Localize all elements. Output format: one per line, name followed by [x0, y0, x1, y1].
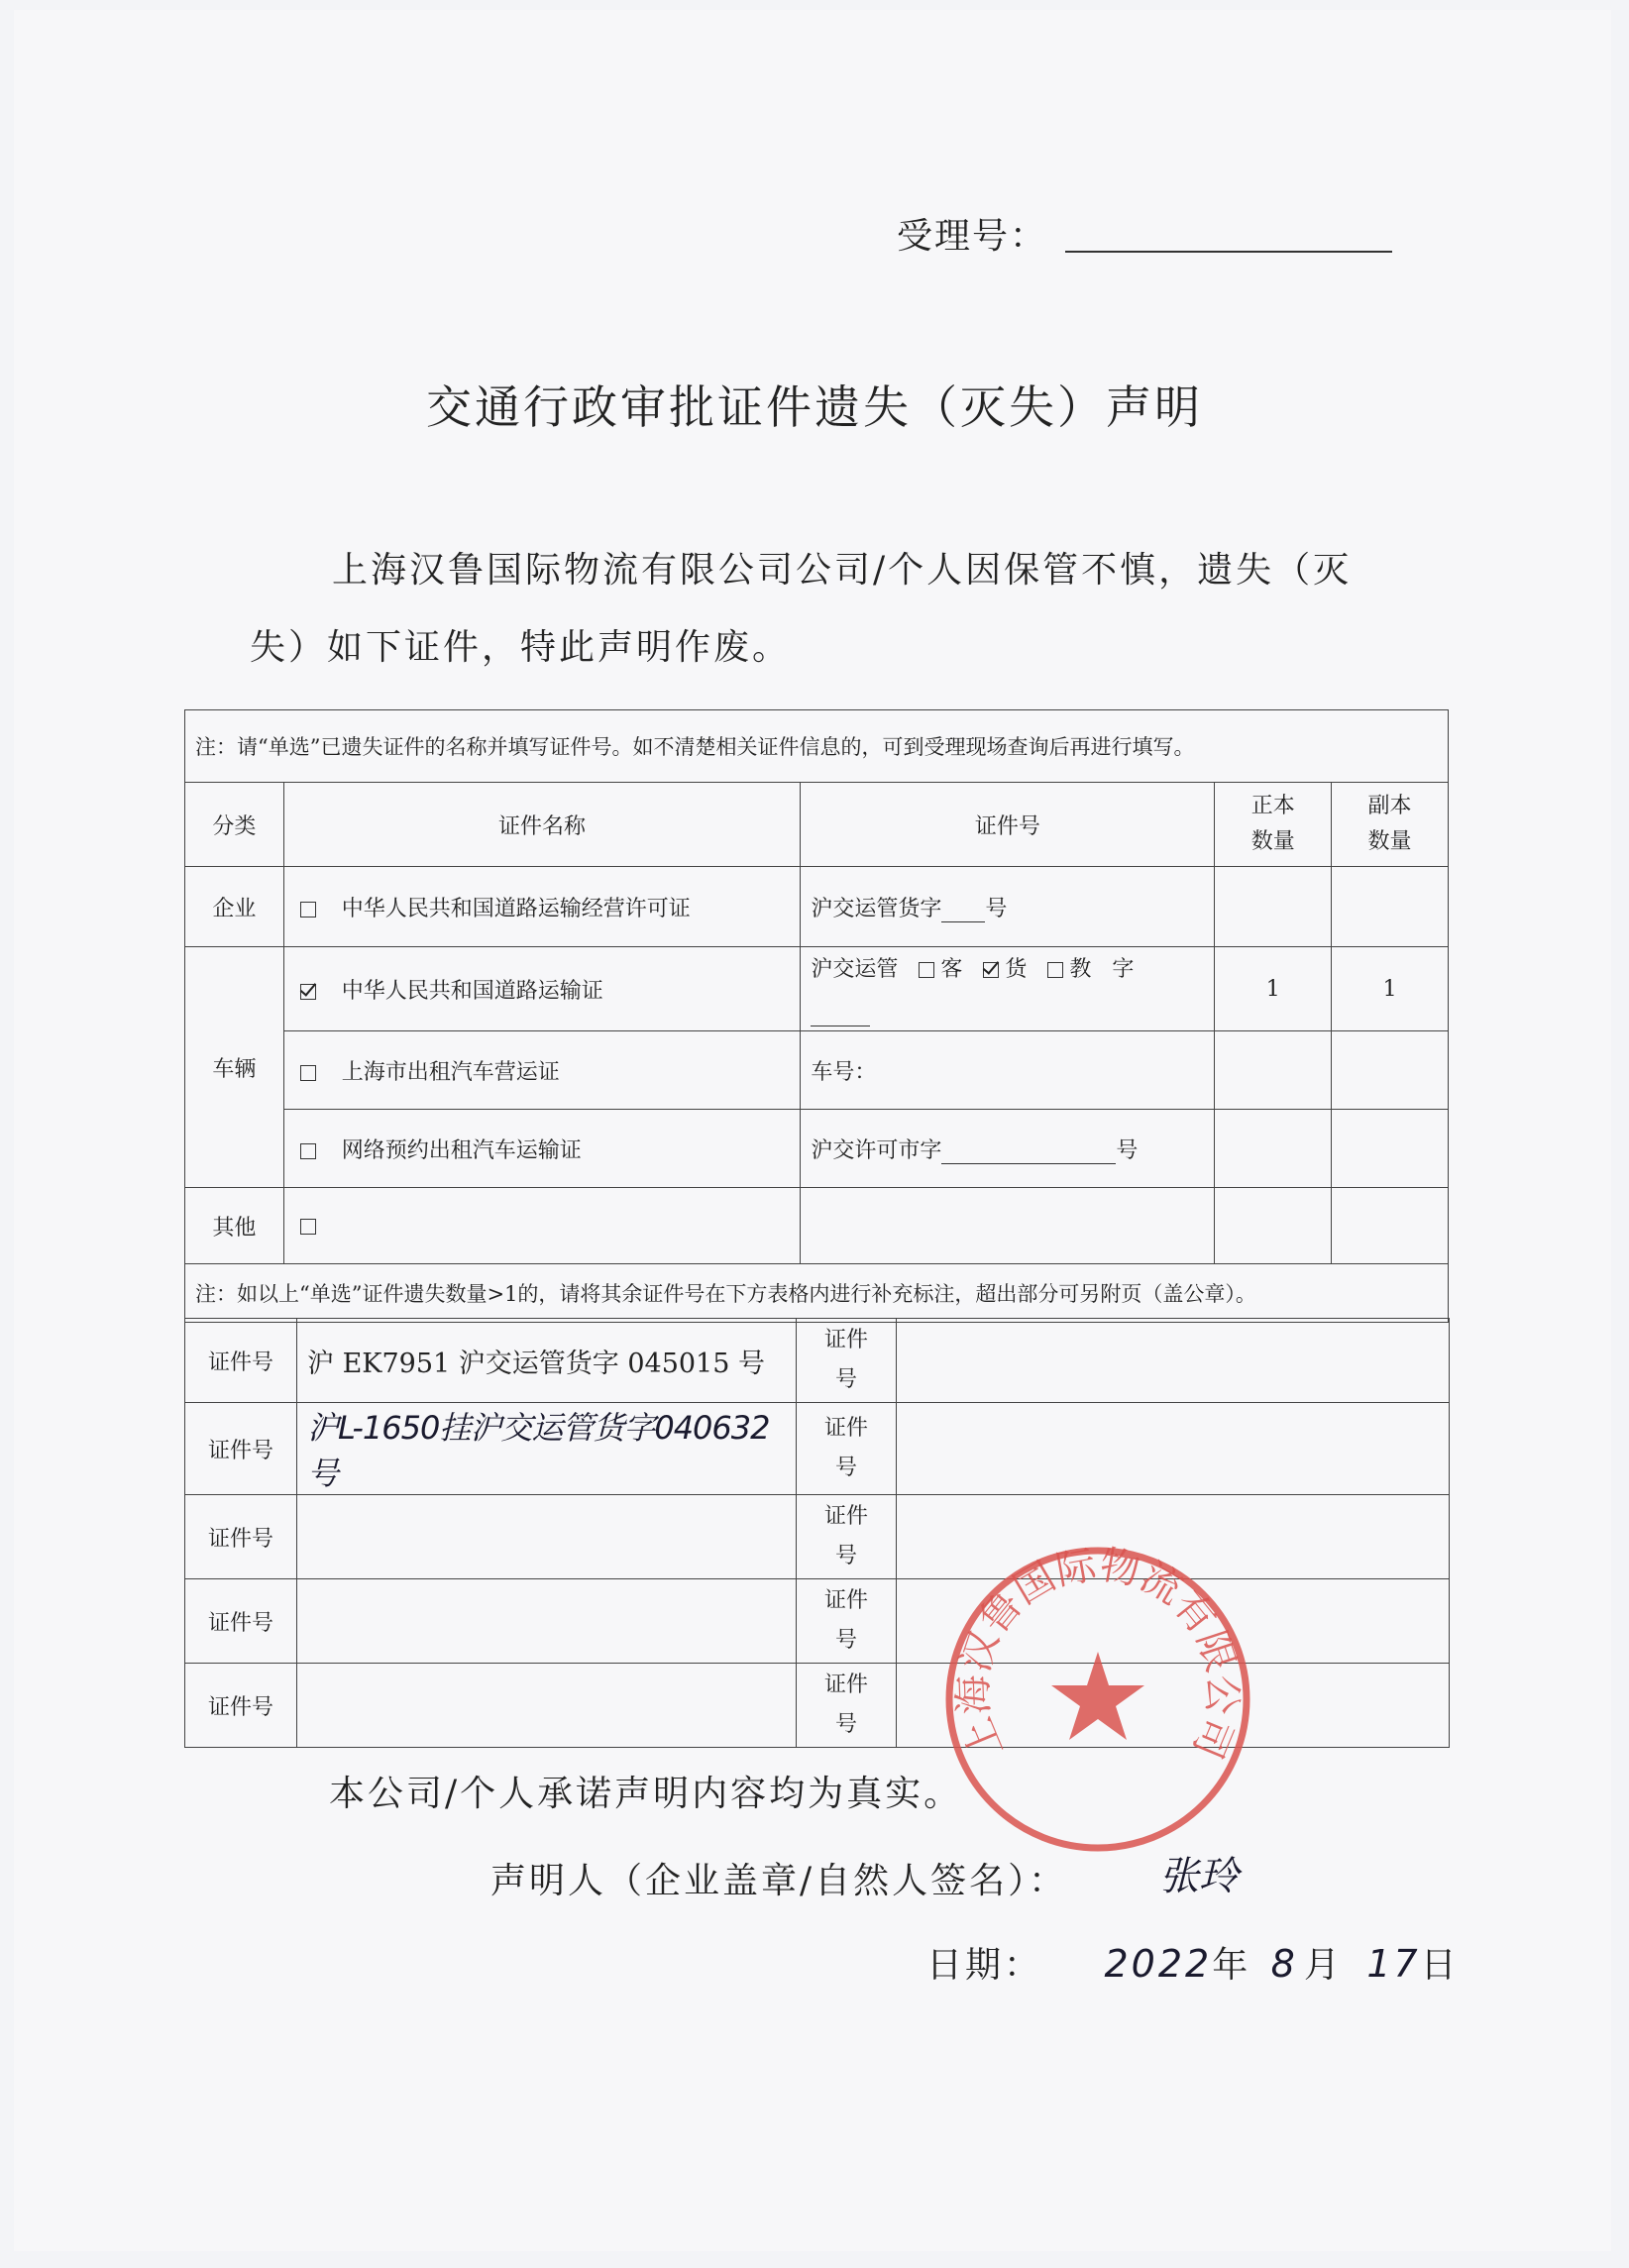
- cert-number-enterprise: [801, 867, 1215, 947]
- number-blank[interactable]: [941, 1141, 1116, 1164]
- option-teaching: 教: [1069, 957, 1092, 982]
- copy-count-cell[interactable]: [1332, 867, 1449, 947]
- header-original-count-1: 正本: [1250, 794, 1295, 818]
- supp-value[interactable]: [297, 1664, 797, 1748]
- cert-name-vehicle-1: [283, 947, 801, 1031]
- cert-name-text: 网络预约出租汽车运输证: [341, 1137, 582, 1163]
- seal-text: 上海汉鲁国际物流有限公司: [950, 1542, 1246, 1766]
- cert-name-text: 中华人民共和国道路运输经营许可证: [341, 896, 691, 921]
- day-unit: 日: [1420, 1945, 1460, 1986]
- supp-label-right-b: 号: [834, 1712, 857, 1737]
- checkbox-taxi-permit[interactable]: [300, 1065, 316, 1081]
- supp-label: 证件号: [185, 1403, 297, 1495]
- date-day[interactable]: 17: [1366, 1942, 1421, 1986]
- supp-label-right-a: 证件: [823, 1416, 868, 1441]
- copy-count-cell[interactable]: [1332, 1110, 1449, 1188]
- statement-line-2: 失）如下证件，特此声明作废。: [250, 627, 792, 668]
- header-copy-count-1: 副本: [1367, 794, 1412, 818]
- supp-label-right-b: 号: [834, 1544, 857, 1568]
- header-copy-count-2: 数量: [1367, 829, 1412, 854]
- supp-label-right-a: 证件: [823, 1673, 868, 1697]
- checkbox-enterprise-license[interactable]: [300, 902, 316, 918]
- declarer-label: 声明人（企业盖章/自然人签名）：: [490, 1861, 1068, 1901]
- cert-name-text: 上海市出租汽车营运证: [341, 1059, 560, 1085]
- cert-number-vehicle-3: [801, 1110, 1215, 1188]
- number-prefix: 沪交运管: [811, 957, 899, 982]
- supp-label-right-b: 号: [834, 1628, 857, 1653]
- category-vehicle: 车辆: [185, 947, 284, 1188]
- header-copy-count: [1332, 783, 1449, 867]
- note-bottom: 注：如以上“单选”证件遗失数量>1的，请将其余证件号在下方表格内进行补充标注，超出部分可另附页（盖公章）。: [185, 1264, 1449, 1323]
- original-count-cell[interactable]: [1215, 1110, 1332, 1188]
- original-count-cell[interactable]: [1215, 1188, 1332, 1264]
- cert-name-vehicle-2: [283, 1031, 801, 1110]
- supp-label-right-b: 号: [834, 1456, 857, 1480]
- header-cert-name: 证件名称: [283, 783, 801, 867]
- supp-label: 证件号: [185, 1495, 297, 1579]
- original-count-cell[interactable]: [1215, 867, 1332, 947]
- original-count-cell[interactable]: [1215, 1031, 1332, 1110]
- supp-value[interactable]: 沪 EK7951 沪交运管货字 045015 号: [297, 1319, 797, 1403]
- number-prefix: 沪交许可市字: [811, 1137, 942, 1163]
- table-row: [185, 1579, 1450, 1664]
- header-cert-number: 证件号: [801, 783, 1215, 867]
- cert-name-other: [283, 1188, 801, 1264]
- supp-label-right-a: 证件: [823, 1504, 868, 1529]
- supp-label-right: [797, 1403, 897, 1495]
- number-prefix: 沪交运管货字: [811, 896, 942, 921]
- receipt-number-field[interactable]: [1065, 251, 1392, 253]
- number-blank[interactable]: [811, 1004, 870, 1026]
- cert-number-vehicle-2: [801, 1031, 1215, 1110]
- option-cargo: 货: [1005, 957, 1028, 982]
- header-original-count: [1215, 783, 1332, 867]
- number-suffix: 号: [1116, 1137, 1139, 1163]
- number-blank[interactable]: [941, 900, 985, 922]
- table-row: [185, 1495, 1450, 1579]
- signature[interactable]: 张玲: [1159, 1854, 1239, 1899]
- table-header-row: [185, 783, 1449, 867]
- table-row: [185, 1664, 1450, 1748]
- table-row: [185, 867, 1449, 947]
- supp-label-right-a: 证件: [823, 1588, 868, 1613]
- checkbox-cargo[interactable]: [983, 962, 999, 978]
- supp-value[interactable]: [297, 1495, 797, 1579]
- table-row: [185, 1031, 1449, 1110]
- supp-label-right-b: 号: [834, 1367, 857, 1392]
- table-row: [185, 947, 1449, 1031]
- cert-name-enterprise: [283, 867, 801, 947]
- supp-label: 证件号: [185, 1664, 297, 1748]
- supp-label-right: [797, 1495, 897, 1579]
- cert-name-vehicle-3: [283, 1110, 801, 1188]
- category-enterprise: 企业: [185, 867, 284, 947]
- supplement-table: [184, 1318, 1450, 1748]
- cert-number-vehicle-1: [801, 947, 1215, 1031]
- supp-value[interactable]: [297, 1579, 797, 1664]
- receipt-number-label: 受理号：: [897, 216, 1048, 257]
- supp-value-handwritten[interactable]: 沪L-1650挂沪交运管货字040632号: [297, 1403, 797, 1495]
- date-month[interactable]: 8: [1270, 1942, 1298, 1986]
- checkbox-passenger[interactable]: [919, 962, 934, 978]
- month-unit: 月: [1303, 1945, 1343, 1986]
- original-count-cell[interactable]: 1: [1215, 947, 1332, 1031]
- statement-line-1: 上海汉鲁国际物流有限公司公司/个人因保管不慎，遗失（灭: [332, 550, 1353, 591]
- company-seal: [939, 1541, 1256, 1858]
- note-top: 注：请“单选”已遗失证件的名称并填写证件号。如不清楚相关证件信息的，可到受理现场查询后再进行填写。: [185, 710, 1449, 783]
- supp-value-right[interactable]: [897, 1403, 1450, 1495]
- supp-label: 证件号: [185, 1579, 297, 1664]
- certificate-table: [184, 709, 1449, 1323]
- cert-name-text: 中华人民共和国道路运输证: [341, 978, 603, 1004]
- table-row: [185, 1188, 1449, 1264]
- option-passenger: 客: [940, 957, 963, 982]
- category-other: 其他: [185, 1188, 284, 1264]
- supp-label-right: [797, 1664, 897, 1748]
- supp-label: 证件号: [185, 1319, 297, 1403]
- promise-statement: 本公司/个人承诺声明内容均为真实。: [329, 1774, 963, 1814]
- copy-count-cell[interactable]: 1: [1332, 947, 1449, 1031]
- table-row: [185, 1110, 1449, 1188]
- supp-label-right: [797, 1579, 897, 1664]
- header-original-count-2: 数量: [1250, 829, 1295, 854]
- number-label: 车号：: [811, 1059, 877, 1085]
- supp-value-right[interactable]: [897, 1319, 1450, 1403]
- copy-count-cell[interactable]: [1332, 1031, 1449, 1110]
- copy-count-cell[interactable]: [1332, 1188, 1449, 1264]
- number-suffix: 号: [985, 896, 1008, 921]
- date-label: 日期：: [926, 1945, 1043, 1986]
- supp-label-right-a: 证件: [823, 1328, 868, 1352]
- date-row: [926, 1937, 1460, 1988]
- number-suffix: 字: [1112, 957, 1135, 982]
- document-title: 交通行政审批证件遗失（灭失）声明: [426, 380, 1203, 434]
- checkbox-ride-hailing-cert[interactable]: [300, 1143, 316, 1159]
- header-category: 分类: [185, 783, 284, 867]
- seal-star-icon: [1051, 1652, 1144, 1740]
- table-row: [185, 1319, 1450, 1403]
- cert-number-other[interactable]: [801, 1188, 1215, 1264]
- checkbox-other[interactable]: [300, 1219, 316, 1235]
- checkbox-road-transport-cert[interactable]: [300, 984, 316, 1000]
- date-year[interactable]: 2022: [1104, 1942, 1213, 1986]
- table-row: [185, 1403, 1450, 1495]
- supp-label-right: [797, 1319, 897, 1403]
- year-unit: 年: [1212, 1945, 1251, 1986]
- checkbox-teaching[interactable]: [1047, 962, 1063, 978]
